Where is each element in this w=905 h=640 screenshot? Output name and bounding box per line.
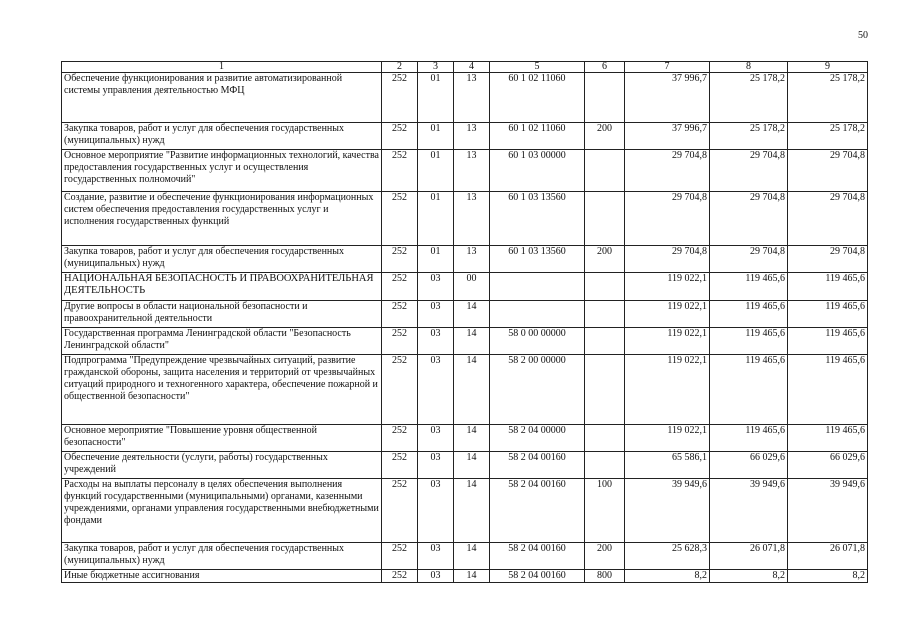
cell-admin-code: 252	[382, 452, 418, 479]
table-row	[62, 452, 868, 479]
cell-admin-code: 252	[382, 150, 418, 192]
row-name: НАЦИОНАЛЬНАЯ БЕЗОПАСНОСТЬ И ПРАВООХРАНИТЕЛЬНАЯ ДЕЯТЕЛЬНОСТЬ	[62, 273, 382, 301]
cell-amount-7: 119 022,1	[625, 273, 710, 301]
cell-amount-8: 119 465,6	[710, 425, 788, 452]
cell-amount-7: 29 704,8	[625, 192, 710, 246]
cell-amount-9: 39 949,6	[788, 479, 868, 543]
cell-subsection: 14	[454, 479, 490, 543]
cell-section: 03	[418, 479, 454, 543]
cell-amount-9: 119 465,6	[788, 301, 868, 328]
cell-subsection: 14	[454, 355, 490, 425]
cell-amount-9: 25 178,2	[788, 73, 868, 123]
cell-section: 01	[418, 150, 454, 192]
cell-amount-9: 26 071,8	[788, 543, 868, 570]
cell-target-article: 58 2 04 00160	[490, 543, 585, 570]
cell-subsection: 13	[454, 192, 490, 246]
cell-expense-type: 200	[585, 246, 625, 273]
cell-subsection: 13	[454, 150, 490, 192]
table-header-row	[62, 62, 868, 73]
cell-subsection: 14	[454, 452, 490, 479]
budget-table	[61, 61, 868, 583]
row-name: Основное мероприятие "Развитие информационных технологий, качества предоставления государственных услуг и осуществления государственных полномочий"	[62, 150, 382, 192]
cell-section: 03	[418, 355, 454, 425]
column-header: 2	[382, 62, 418, 73]
cell-subsection: 00	[454, 273, 490, 301]
cell-amount-9: 8,2	[788, 570, 868, 583]
cell-expense-type	[585, 150, 625, 192]
cell-target-article: 60 1 03 13560	[490, 192, 585, 246]
cell-amount-7: 8,2	[625, 570, 710, 583]
cell-admin-code: 252	[382, 355, 418, 425]
cell-amount-7: 119 022,1	[625, 355, 710, 425]
cell-amount-7: 119 022,1	[625, 425, 710, 452]
cell-subsection: 14	[454, 543, 490, 570]
page-number: 50	[858, 30, 868, 41]
row-name: Другие вопросы в области национальной безопасности и правоохранительной деятельности	[62, 301, 382, 328]
cell-subsection: 14	[454, 425, 490, 452]
cell-target-article: 58 2 04 00160	[490, 452, 585, 479]
cell-amount-7: 65 586,1	[625, 452, 710, 479]
cell-amount-7: 119 022,1	[625, 328, 710, 355]
cell-section: 03	[418, 452, 454, 479]
cell-amount-7: 119 022,1	[625, 301, 710, 328]
row-name: Расходы на выплаты персоналу в целях обеспечения выполнения функций государственными (муниципальными) органами, казенными учреждениями, органами управления государственными внебюджетными фондами	[62, 479, 382, 543]
cell-expense-type	[585, 328, 625, 355]
cell-amount-8: 29 704,8	[710, 192, 788, 246]
cell-section: 01	[418, 246, 454, 273]
column-header: 5	[490, 62, 585, 73]
row-name: Закупка товаров, работ и услуг для обеспечения государственных (муниципальных) нужд	[62, 246, 382, 273]
cell-expense-type	[585, 192, 625, 246]
row-name: Основное мероприятие "Повышение уровня общественной безопасности"	[62, 425, 382, 452]
cell-admin-code: 252	[382, 273, 418, 301]
table-row	[62, 425, 868, 452]
cell-amount-9: 119 465,6	[788, 425, 868, 452]
cell-subsection: 13	[454, 123, 490, 150]
row-name: Государственная программа Ленинградской области "Безопасность Ленинградской области"	[62, 328, 382, 355]
cell-subsection: 14	[454, 570, 490, 583]
cell-amount-7: 29 704,8	[625, 150, 710, 192]
row-name: Обеспечение деятельности (услуги, работы) государственных учреждений	[62, 452, 382, 479]
cell-subsection: 14	[454, 301, 490, 328]
cell-expense-type: 100	[585, 479, 625, 543]
cell-admin-code: 252	[382, 328, 418, 355]
row-name: Иные бюджетные ассигнования	[62, 570, 382, 583]
cell-admin-code: 252	[382, 425, 418, 452]
cell-amount-8: 66 029,6	[710, 452, 788, 479]
cell-target-article: 60 1 02 11060	[490, 123, 585, 150]
cell-amount-8: 29 704,8	[710, 246, 788, 273]
cell-admin-code: 252	[382, 73, 418, 123]
cell-target-article: 60 1 03 00000	[490, 150, 585, 192]
cell-target-article: 60 1 03 13560	[490, 246, 585, 273]
cell-amount-9: 29 704,8	[788, 150, 868, 192]
cell-target-article: 58 2 00 00000	[490, 355, 585, 425]
cell-amount-7: 37 996,7	[625, 73, 710, 123]
cell-section: 01	[418, 73, 454, 123]
cell-admin-code: 252	[382, 479, 418, 543]
cell-target-article: 60 1 02 11060	[490, 73, 585, 123]
cell-expense-type	[585, 73, 625, 123]
cell-expense-type	[585, 355, 625, 425]
table-row	[62, 328, 868, 355]
table-row	[62, 301, 868, 328]
cell-target-article: 58 2 04 00160	[490, 570, 585, 583]
column-header: 4	[454, 62, 490, 73]
cell-target-article	[490, 301, 585, 328]
cell-section: 03	[418, 301, 454, 328]
table-row	[62, 150, 868, 192]
cell-amount-8: 39 949,6	[710, 479, 788, 543]
cell-amount-8: 8,2	[710, 570, 788, 583]
cell-admin-code: 252	[382, 246, 418, 273]
cell-amount-7: 37 996,7	[625, 123, 710, 150]
cell-amount-7: 25 628,3	[625, 543, 710, 570]
cell-amount-9: 29 704,8	[788, 246, 868, 273]
row-name: Закупка товаров, работ и услуг для обеспечения государственных (муниципальных) нужд	[62, 543, 382, 570]
cell-admin-code: 252	[382, 123, 418, 150]
table-row	[62, 246, 868, 273]
cell-amount-9: 66 029,6	[788, 452, 868, 479]
cell-subsection: 14	[454, 328, 490, 355]
cell-amount-8: 25 178,2	[710, 123, 788, 150]
table-row	[62, 570, 868, 583]
cell-amount-7: 39 949,6	[625, 479, 710, 543]
row-name: Закупка товаров, работ и услуг для обеспечения государственных (муниципальных) нужд	[62, 123, 382, 150]
cell-target-article: 58 0 00 00000	[490, 328, 585, 355]
table-row	[62, 479, 868, 543]
cell-amount-9: 119 465,6	[788, 355, 868, 425]
cell-expense-type: 200	[585, 543, 625, 570]
row-name: Создание, развитие и обеспечение функционирования информационных систем обеспечения предоставления государственных услуг и исполнения государственных функций	[62, 192, 382, 246]
cell-amount-8: 119 465,6	[710, 328, 788, 355]
row-name: Обеспечение функционирования и развитие автоматизированной системы управления деятельностью МФЦ	[62, 73, 382, 123]
cell-section: 03	[418, 570, 454, 583]
cell-expense-type	[585, 301, 625, 328]
column-header: 6	[585, 62, 625, 73]
table-row	[62, 123, 868, 150]
cell-section: 03	[418, 328, 454, 355]
table-row	[62, 273, 868, 301]
row-name: Подпрограмма "Предупреждение чрезвычайных ситуаций, развитие гражданской обороны, защита населения и территорий от чрезвычайных ситуаций природного и техногенного характера, обеспечение пожарной и общественной безопасности"	[62, 355, 382, 425]
table-row	[62, 192, 868, 246]
cell-expense-type	[585, 452, 625, 479]
cell-section: 03	[418, 543, 454, 570]
cell-admin-code: 252	[382, 301, 418, 328]
cell-amount-8: 25 178,2	[710, 73, 788, 123]
cell-amount-8: 119 465,6	[710, 273, 788, 301]
cell-amount-8: 119 465,6	[710, 301, 788, 328]
cell-admin-code: 252	[382, 192, 418, 246]
column-header: 1	[62, 62, 382, 73]
cell-section: 03	[418, 425, 454, 452]
column-header: 8	[710, 62, 788, 73]
cell-subsection: 13	[454, 73, 490, 123]
column-header: 9	[788, 62, 868, 73]
cell-section: 01	[418, 192, 454, 246]
cell-target-article	[490, 273, 585, 301]
cell-admin-code: 252	[382, 570, 418, 583]
table-row	[62, 73, 868, 123]
cell-amount-9: 29 704,8	[788, 192, 868, 246]
cell-amount-7: 29 704,8	[625, 246, 710, 273]
cell-target-article: 58 2 04 00000	[490, 425, 585, 452]
cell-amount-8: 26 071,8	[710, 543, 788, 570]
table-row	[62, 543, 868, 570]
cell-expense-type: 800	[585, 570, 625, 583]
cell-admin-code: 252	[382, 543, 418, 570]
cell-subsection: 13	[454, 246, 490, 273]
column-header: 7	[625, 62, 710, 73]
cell-amount-8: 29 704,8	[710, 150, 788, 192]
cell-expense-type: 200	[585, 123, 625, 150]
cell-section: 03	[418, 273, 454, 301]
cell-target-article: 58 2 04 00160	[490, 479, 585, 543]
cell-section: 01	[418, 123, 454, 150]
cell-expense-type	[585, 273, 625, 301]
cell-amount-9: 25 178,2	[788, 123, 868, 150]
cell-amount-8: 119 465,6	[710, 355, 788, 425]
cell-expense-type	[585, 425, 625, 452]
cell-amount-9: 119 465,6	[788, 273, 868, 301]
column-header: 3	[418, 62, 454, 73]
cell-amount-9: 119 465,6	[788, 328, 868, 355]
table-row	[62, 355, 868, 425]
